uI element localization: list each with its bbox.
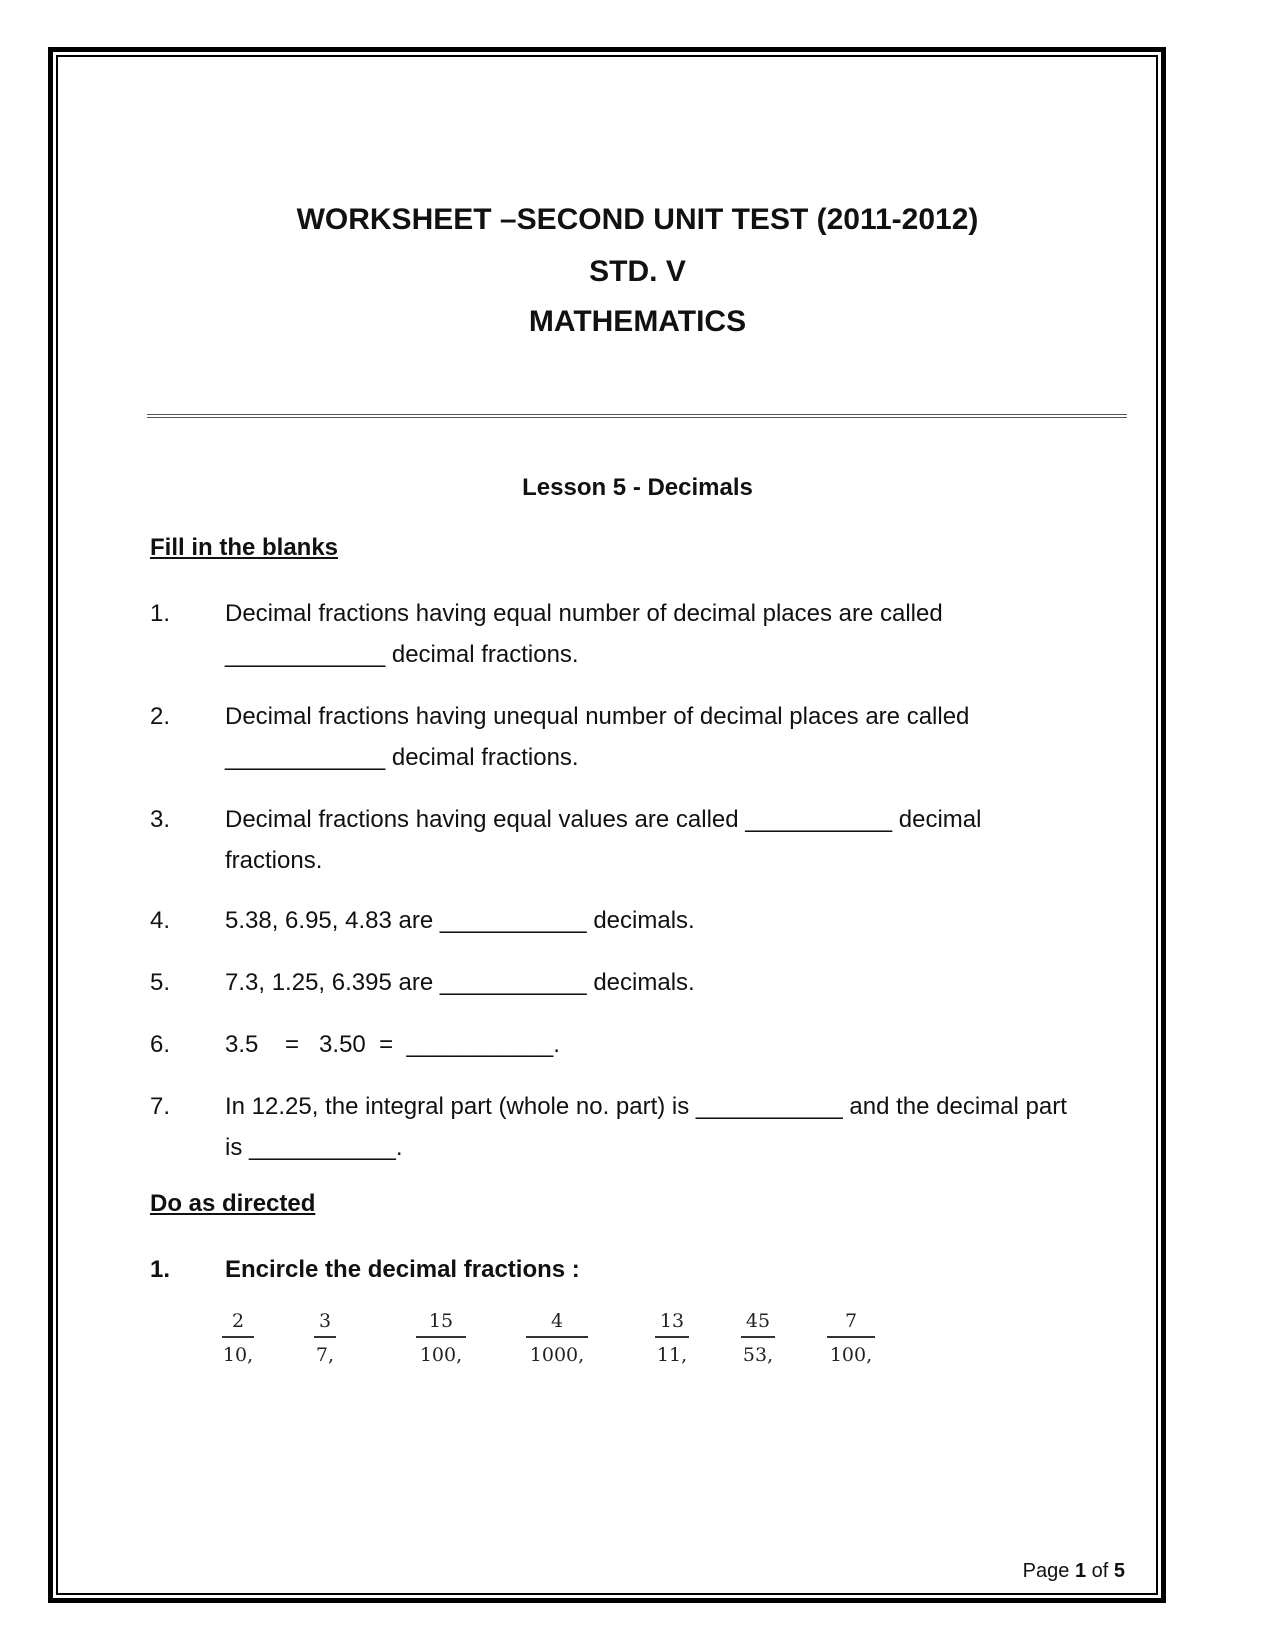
fraction-item[interactable] [222, 1310, 254, 1366]
standard-title: STD. V [589, 255, 686, 288]
fraction-numerator: 4 [526, 1310, 588, 1338]
question-4 [150, 900, 1070, 941]
fraction-numerator: 45 [741, 1310, 775, 1338]
fraction-numerator: 13 [655, 1310, 689, 1338]
fraction-denominator: 10, [222, 1344, 254, 1366]
total-pages: 5 [1113, 1560, 1125, 1582]
fraction-denominator: 7, [315, 1344, 335, 1366]
question-7 [150, 1086, 1070, 1168]
question-text: 5.38, 6.95, 4.83 are ___________ decimals. [225, 907, 695, 934]
fraction-item[interactable] [827, 1310, 875, 1366]
question-number: 7. [150, 1093, 171, 1120]
fraction-numerator: 3 [314, 1310, 336, 1338]
question-number: 5. [150, 969, 171, 996]
fraction-item[interactable] [655, 1310, 689, 1366]
question-text: 7.3, 1.25, 6.395 are ___________ decimals. [225, 969, 695, 996]
question-number: 4. [150, 907, 171, 934]
fraction-item[interactable] [741, 1310, 775, 1366]
question-text: In 12.25, the integral part (whole no. part) is ___________ and the decimal part is ___________. [225, 1093, 1067, 1161]
fraction-item[interactable] [416, 1310, 466, 1366]
question-6 [150, 1024, 1070, 1065]
fraction-denominator: 53, [742, 1344, 774, 1366]
lesson-title: Lesson 5 - Decimals [522, 474, 753, 501]
question-number: 6. [150, 1031, 171, 1058]
question-text: Decimal fractions having unequal number of decimal places are called ____________ decimal fractions. [225, 703, 970, 771]
question-text: Decimal fractions having equal number of decimal places are called ____________ decimal fractions. [225, 600, 943, 668]
subject-title: MATHEMATICS [528, 305, 747, 338]
fraction-denominator: 100, [419, 1344, 463, 1366]
fraction-numerator: 15 [416, 1310, 466, 1338]
fraction-denominator: 11, [656, 1344, 688, 1366]
fraction-denominator: 1000, [529, 1344, 585, 1366]
do-as-directed-heading: Do as directed [150, 1190, 316, 1217]
worksheet-title: WORKSHEET –SECOND UNIT TEST (2011-2012) [296, 203, 979, 236]
question-text: 3.5 = 3.50 = ___________. [225, 1031, 560, 1058]
question-5 [150, 962, 1070, 1003]
fraction-numerator: 2 [222, 1310, 254, 1338]
page-label: Page [1022, 1560, 1070, 1582]
question-number: 3. [150, 806, 171, 833]
directed-question-1 [150, 1249, 1070, 1290]
fraction-item[interactable] [314, 1310, 336, 1366]
current-page: 1 [1074, 1560, 1087, 1582]
question-number: 2. [150, 703, 171, 730]
horizontal-divider [147, 414, 1127, 418]
question-1 [150, 593, 1070, 675]
fraction-numerator: 7 [827, 1310, 875, 1338]
page-number [1023, 1560, 1125, 1583]
question-number: 1. [150, 1256, 171, 1283]
fill-in-blanks-heading: Fill in the blanks [150, 534, 339, 561]
fraction-list [220, 1310, 920, 1380]
fraction-denominator: 100, [829, 1344, 873, 1366]
question-3 [150, 799, 1070, 881]
question-text: Encircle the decimal fractions : [225, 1256, 580, 1283]
fraction-item[interactable] [526, 1310, 588, 1366]
page-of-label: of [1091, 1560, 1109, 1582]
question-text: Decimal fractions having equal values are called ___________ decimal fractions. [225, 806, 982, 874]
question-2 [150, 696, 1070, 778]
question-number: 1. [150, 600, 171, 627]
